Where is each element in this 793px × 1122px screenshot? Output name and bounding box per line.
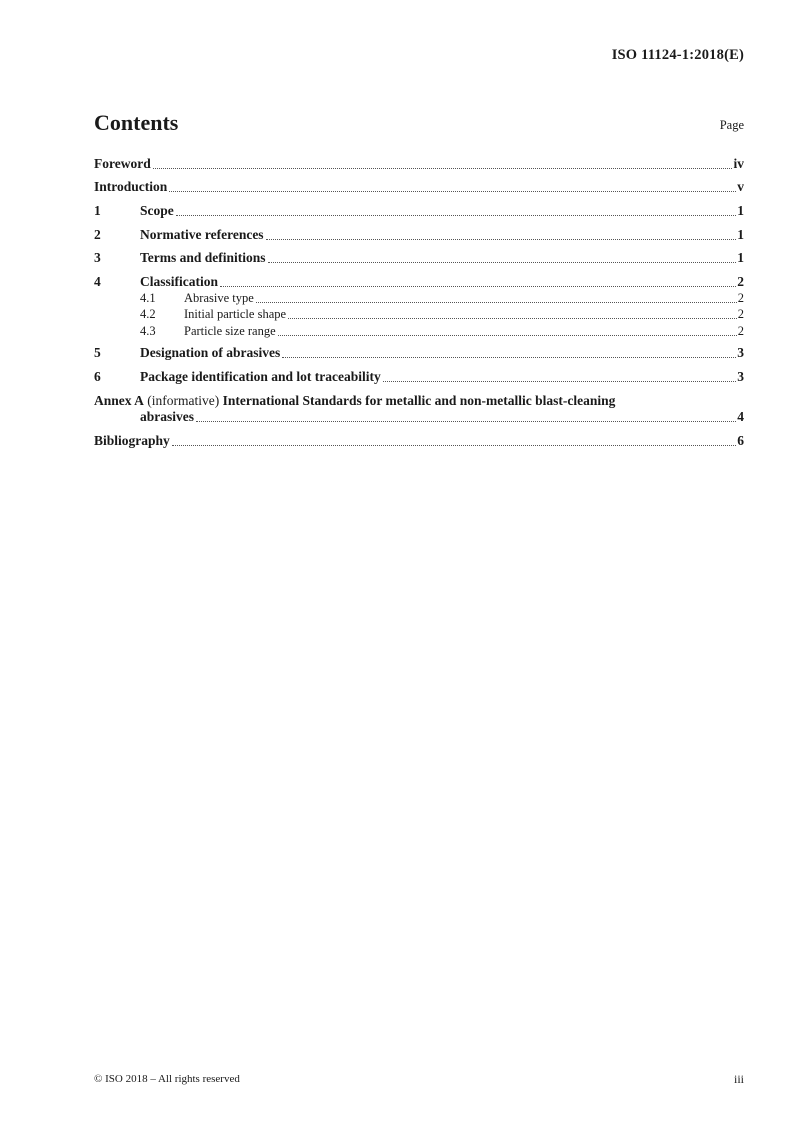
toc-entry-page: 2 [737, 291, 744, 305]
toc-entry-number: 2 [94, 227, 101, 242]
annex-prefix: Annex A [94, 393, 144, 408]
contents-title: Contents [94, 110, 179, 135]
toc-entry-initial-particle-shape[interactable] [94, 306, 744, 322]
copyright-notice: © ISO 2018 – All rights reserved [94, 1073, 240, 1085]
toc-entry-label: Normative references [140, 227, 264, 242]
toc-entry-foreword[interactable] [94, 156, 744, 172]
dot-leader [220, 286, 736, 287]
toc-entry-page: 3 [737, 369, 744, 384]
toc-entry-designation-of-abrasives[interactable] [94, 345, 744, 361]
toc-entry-page: 2 [737, 324, 744, 338]
annex-title: International Standards for metallic and non-metallic blast-cleaning [222, 393, 616, 408]
toc-entry-bibliography[interactable] [94, 433, 744, 449]
toc-entry-scope[interactable] [94, 203, 744, 219]
dot-leader [266, 239, 737, 240]
annex-title-continued: abrasives [140, 409, 194, 424]
toc-entry-page: 3 [737, 345, 744, 360]
dot-leader [153, 168, 733, 169]
toc-entry-introduction[interactable] [94, 179, 744, 195]
toc-entry-annex-a[interactable] [94, 393, 744, 409]
dot-leader [256, 302, 737, 303]
dot-leader [282, 357, 736, 358]
toc-entry-annex-a-continued[interactable] [94, 409, 744, 425]
toc-entry-label: Particle size range [184, 324, 276, 338]
toc-entry-label: Foreword [94, 156, 151, 171]
toc-entry-page: 1 [737, 250, 744, 265]
toc-entry-page: 2 [737, 307, 744, 321]
toc-entry-package-identification[interactable] [94, 369, 744, 385]
toc-entry-label: Designation of abrasives [140, 345, 281, 360]
toc-entry-number: 4 [94, 274, 101, 289]
dot-leader [288, 318, 737, 319]
dot-leader [383, 381, 737, 382]
toc-entry-label: Classification [140, 274, 219, 289]
dot-leader [278, 335, 737, 336]
toc-entry-page: v [737, 179, 744, 194]
page-number: iii [733, 1072, 744, 1086]
dot-leader [196, 421, 736, 422]
toc-entry-page: 1 [737, 227, 744, 242]
toc-entry-page: 2 [737, 274, 744, 289]
toc-entry-particle-size-range[interactable] [94, 323, 744, 339]
toc-entry-classification[interactable] [94, 274, 744, 290]
toc-entry-number: 3 [94, 250, 101, 265]
toc-entry-number: 4.2 [140, 307, 156, 321]
toc-entry-label: Package identification and lot traceability [140, 369, 381, 384]
page-column-label: Page [719, 118, 744, 132]
toc-entry-page: 1 [737, 203, 744, 218]
dot-leader [176, 215, 737, 216]
toc-entry-label: Initial particle shape [184, 307, 287, 321]
toc-entry-label: Scope [140, 203, 174, 218]
toc-entry-abrasive-type[interactable] [94, 290, 744, 306]
toc-entry-label: Introduction [94, 179, 168, 194]
toc-entry-number: 4.1 [140, 291, 156, 305]
toc-entry-number: 4.3 [140, 324, 156, 338]
toc-entry-normative-references[interactable] [94, 227, 744, 243]
toc-entry-label: Terms and definitions [140, 250, 266, 265]
document-id: ISO 11124-1:2018(E) [611, 47, 744, 63]
toc-entry-label: Abrasive type [184, 291, 254, 305]
toc-entry-number: 5 [94, 345, 101, 360]
toc-entry-terms-and-definitions[interactable] [94, 250, 744, 266]
toc-entry-label: Bibliography [94, 433, 170, 448]
dot-leader [169, 191, 736, 192]
toc-entry-page: iv [733, 156, 744, 171]
toc-entry-number: 6 [94, 369, 101, 384]
dot-leader [268, 262, 737, 263]
toc-entry-page: 6 [737, 433, 744, 448]
dot-leader [172, 445, 736, 446]
annex-type: (informative) [147, 393, 220, 408]
toc-entry-number: 1 [94, 203, 101, 218]
toc-entry-page: 4 [737, 409, 744, 424]
